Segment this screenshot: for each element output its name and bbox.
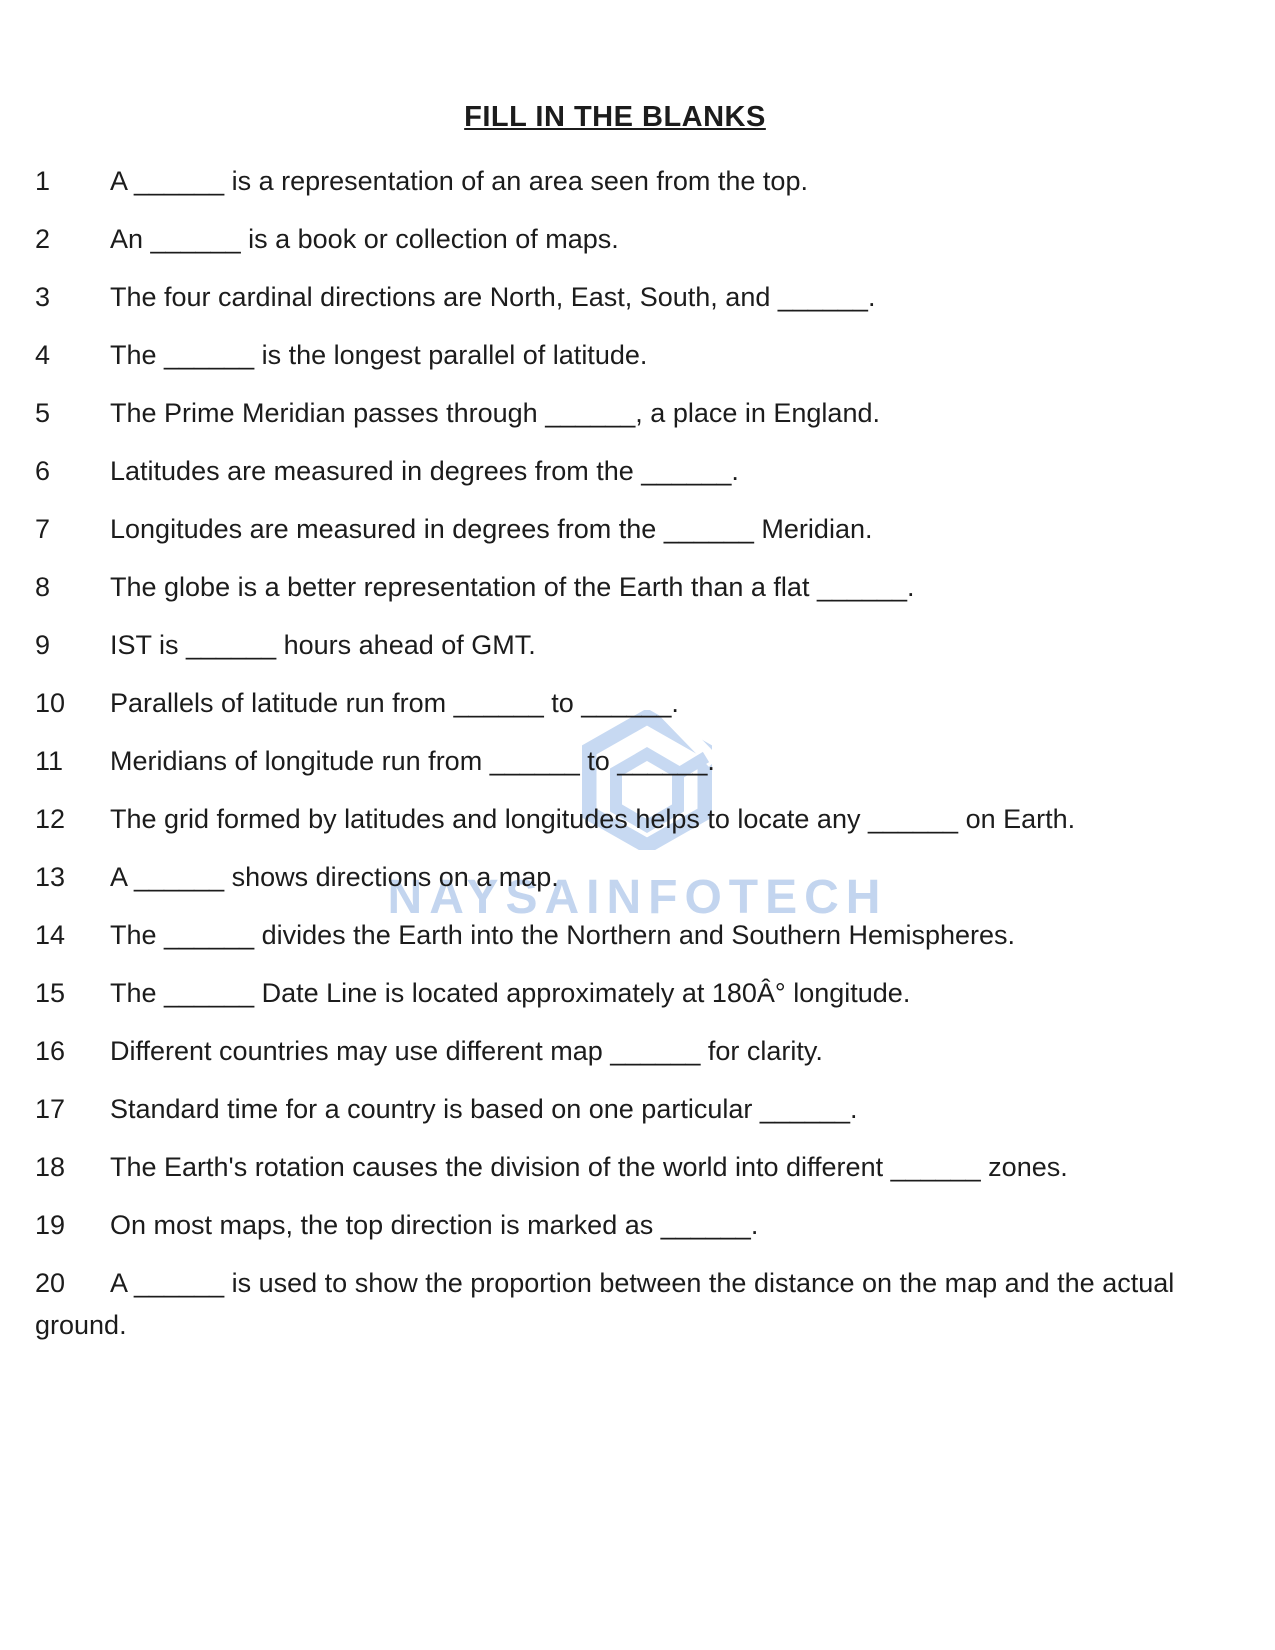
- question-text: A ______ shows directions on a map.: [110, 862, 559, 892]
- question-row-4: [35, 334, 1195, 376]
- question-row-5: [35, 392, 1195, 434]
- question-text: The four cardinal directions are North, East, South, and ______.: [110, 282, 876, 312]
- question-number: 4: [35, 340, 51, 370]
- question-text: Longitudes are measured in degrees from the ______ Meridian.: [110, 514, 873, 544]
- question-number: 6: [35, 456, 51, 486]
- question-text: Parallels of latitude run from ______ to ______.: [110, 688, 679, 718]
- question-text: The ______ is the longest parallel of latitude.: [110, 340, 648, 370]
- question-row-8: [35, 566, 1195, 608]
- question-number: 5: [35, 398, 51, 428]
- question-text: Latitudes are measured in degrees from the ______.: [110, 456, 739, 486]
- question-row-20: [35, 1262, 1195, 1304]
- question-number: 19: [35, 1210, 66, 1240]
- question-row-17: [35, 1088, 1195, 1130]
- question-number: 10: [35, 688, 66, 718]
- question-number: 12: [35, 804, 66, 834]
- question-number: 16: [35, 1036, 66, 1066]
- question-20-continuation: ground.: [35, 1310, 127, 1340]
- question-row-1: [35, 160, 1195, 202]
- question-row-19: [35, 1204, 1195, 1246]
- question-text: The ______ divides the Earth into the Northern and Southern Hemispheres.: [110, 920, 1016, 950]
- question-number: 3: [35, 282, 51, 312]
- question-row-10: [35, 682, 1195, 724]
- question-row-2: [35, 218, 1195, 260]
- question-row-3: [35, 276, 1195, 318]
- question-number: 14: [35, 920, 66, 950]
- question-row-18: [35, 1146, 1195, 1188]
- question-row-13: [35, 856, 1195, 898]
- question-row-16: [35, 1030, 1195, 1072]
- question-row-6: [35, 450, 1195, 492]
- question-text: A ______ is a representation of an area seen from the top.: [110, 166, 808, 196]
- question-row-12: [35, 798, 1195, 840]
- question-number: 8: [35, 572, 51, 602]
- question-number: 11: [35, 746, 64, 776]
- question-number: 17: [35, 1094, 66, 1124]
- question-text: On most maps, the top direction is marked as ______.: [110, 1210, 759, 1240]
- question-text: The Earth's rotation causes the division of the world into different ______ zones.: [110, 1152, 1068, 1182]
- question-text: The grid formed by latitudes and longitudes helps to locate any ______ on Earth.: [110, 804, 1076, 834]
- question-text: Standard time for a country is based on one particular ______.: [110, 1094, 858, 1124]
- question-row-15: [35, 972, 1195, 1014]
- question-text: The Prime Meridian passes through ______, a place in England.: [110, 398, 880, 428]
- question-number: 7: [35, 514, 51, 544]
- question-text: A ______ is used to show the proportion between the distance on the map and the actual: [110, 1268, 1175, 1298]
- question-number: 13: [35, 862, 66, 892]
- question-number: 20: [35, 1268, 66, 1298]
- question-text: IST is ______ hours ahead of GMT.: [110, 630, 536, 660]
- question-row-7: [35, 508, 1195, 550]
- question-row-11: [35, 740, 1195, 782]
- question-number: 9: [35, 630, 51, 660]
- question-text: Meridians of longitude run from ______ to ______.: [110, 746, 715, 776]
- watermark-text: NAYSAINFOTECH: [387, 871, 888, 924]
- question-number: 1: [35, 166, 51, 196]
- question-text: The ______ Date Line is located approximately at 180Â° longitude.: [110, 978, 911, 1008]
- question-number: 15: [35, 978, 66, 1008]
- question-number: 18: [35, 1152, 66, 1182]
- question-text: An ______ is a book or collection of maps.: [110, 224, 619, 254]
- question-number: 2: [35, 224, 51, 254]
- question-row-9: [35, 624, 1195, 666]
- question-row-14: [35, 914, 1195, 956]
- page-title: FILL IN THE BLANKS: [464, 101, 766, 133]
- questions-list: [35, 160, 1195, 1346]
- question-text: Different countries may use different map ______ for clarity.: [110, 1036, 823, 1066]
- question-text: The globe is a better representation of the Earth than a flat ______.: [110, 572, 915, 602]
